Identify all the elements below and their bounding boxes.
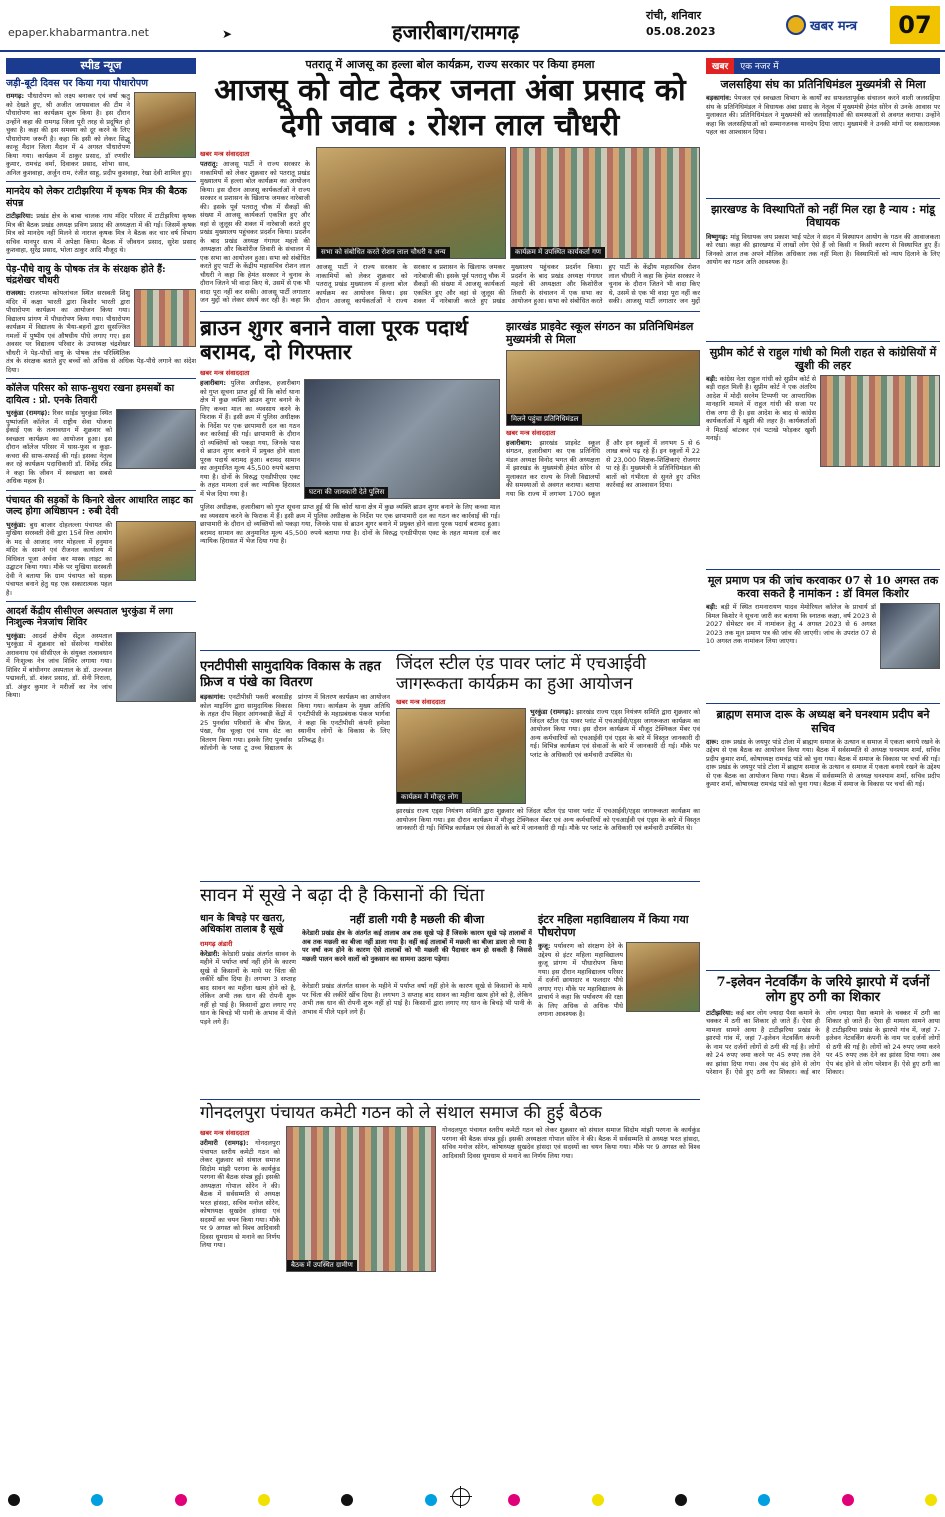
divider <box>6 490 196 491</box>
story-body <box>706 233 940 337</box>
left-story-4 <box>6 383 196 485</box>
story-row-3 <box>200 655 700 877</box>
story-dateline: केरेडारी: <box>200 949 220 958</box>
story-body-text: पुलिस अधीक्षक, हजारीबाग को गुप्त सूचना प्राप्त हुई थी कि कोर्रा थाना क्षेत्र में कुछ व्यक्ति ब्राउन शुगर बनाने के लिए कच्चा माल का व्यवसाय करने के फिराक में हैं। इसी क्रम में पुलिस अधीक्षक के निर्देश पर एक छापामारी दल का गठन कर कार्रवाई की गई। छापामारी के दौरान दो व्यक्तियों को पकड़ा गया, जिनके पास से ब्राउन शुगर बनाने में प्रयुक्त होने वाला पूरक पदार्थ बरामद हुआ। बरामद सामान का अनुमानित मूल्य 45,500 रुपये बताया गया है। दोनों के विरुद्ध एनडीपीएस एक्ट के तहत मामला दर्ज कर न्यायिक हिरासत में भेज दिया गया है। <box>200 503 500 546</box>
masthead <box>0 0 945 52</box>
lead-photo-1 <box>316 147 506 259</box>
story-row-4 <box>200 909 700 1095</box>
story-dateline: विष्णुगढ़: <box>706 232 729 241</box>
right-story-1 <box>706 78 940 194</box>
story-body-text: केरेडारी प्रखंड अंतर्गत सावन के महीने में पर्याप्त वर्षा नहीं होने के कारण सूखे से किसानों के माथे पर चिंता की लकीरें खींच दिया है। लगभग 3 सप्ताह बाद सावन का महीना खत्म होने को है, लेकिन अभी तक धान की रोपनी शुरू नहीं हो पाई है। किसानों द्वारा लगाए गए धान के बिचड़े भी पानी के अभाव में पीले पड़ने लगे हैं। <box>302 982 532 1016</box>
story-headline: पेड़-पौधे वायु के पोषक तंत्र के संरक्षक होते हैं: चंद्रशेखर चौधरी <box>6 263 166 287</box>
registration-dot-icon <box>592 1494 604 1506</box>
story-photo <box>286 1126 436 1272</box>
at-a-glance-bar <box>706 58 940 74</box>
story-dateline: उरीमारी (रामगढ़): <box>200 1139 249 1148</box>
story-photo <box>116 632 196 702</box>
story-headline: जिंदल स्टील एंड पावर प्लांट में एचआईवी जागरूकता कार्यक्रम का हुआ आयोजन <box>396 654 647 694</box>
story-dateline: भुरकुंडा (रामगढ़): <box>6 409 50 418</box>
registration-dot-icon <box>842 1494 854 1506</box>
story-body <box>706 738 940 966</box>
story-dateline: भुरकुंडा: <box>6 631 26 640</box>
story-body-text: पर्यावरण को संरक्षण देने के उद्देश्य से इंटर महिला महाविद्यालय कुजू प्रांगण में पौधारोपण किया गया। इस दौरान महाविद्यालय परिसर में दर्जनों छायादार व फलदार पौधे लगाए गए। मौके पर महाविद्यालय के प्राचार्य ने कहा कि पर्यावरण की रक्षा के लिए अधिक से अधिक पौधे लगाना आवश्यक है। <box>538 942 623 1019</box>
story-headline: कॉलेज परिसर को साफ-सुथरा रखना हमसबों का दायित्व : प्रो. एनके तिवारी <box>6 383 175 406</box>
brand-name: खबर मन्त्र <box>810 19 858 34</box>
story-body-text: दारू प्रखंड के जयपुर पांडे टोला में ब्राह्मण समाज के उत्थान व समाज में एकता बनाये रखने के उद्देश्य से एक बैठक का आयोजन किया गया। बैठक में सर्वसम्मति से अध्यक्ष घनश्याम शर्मा, सचिव प्रदीप कुमार शर्मा, कोषाध्यक्ष रामचंद्र पांडे को चुना गया। बैठक में समाज के विकास पर चर्चा की गई। <box>706 737 940 763</box>
story-headline: 7-इलेवन नेटवर्किंग के जरिये झारपो में दर्जनों लोग हुए ठगी का शिकार <box>716 974 930 1006</box>
story-body-cont <box>442 1126 700 1272</box>
story-body-text: राजरप्पा कोयलांचल स्थित सरस्वती शिशु मंदिर में कक्षा भारती द्वारा किशोर भारती द्वारा पौधारोपण कार्यक्रम का आयोजन किया गया। विद्यालय प्रांगण में पौधारोपण किया गया। पौधारोपण कार्यक्रम में विद्यालय के भैया-बहनों द्वारा सुसज्जित गमलों में पुष्पीय एवं औषधीय पौधे लगाए गए। इस अवसर पर विद्यालय परिवार के उपाध्यक्ष चंद्रशेखर चौधरी ने पेड़-पौधों वायु के पोषक तंत्र परिस्थितिक तंत्र के संरक्षक बताते हुए बच्चों को अधिक से अधिक पेड़-पौधे लगाने का संदेश दिया। <box>6 289 196 374</box>
lead-body <box>200 160 310 305</box>
story-byline: खबर मन्त्र संवाददाता <box>200 1129 250 1138</box>
registration-dot-icon <box>425 1494 437 1506</box>
story-byline: खबर मन्त्र संवाददाता <box>506 428 556 437</box>
story-body <box>538 942 623 1090</box>
fish-story <box>302 909 532 1095</box>
divider <box>706 569 940 570</box>
story-body-text: आदर्श क्षेत्रीय सेंट्रल अस्पताल भुरकुंडा में शुक्रवार को सेंसरेन्स गाबोरेस अरावनाध एवं सीसीएल के संयुक्त तत्वावधान में निःशुल्क नेत्र जांच शिविर लगाया गया। शिविर में बांधीनगर अस्पताल के डॉ. उज्ज्वल पद्मावती, डॉ. शंकर प्रसाद, डॉ. सेनी निराला, डॉ. अंकुर कुमार ने मरीजों का नेत्र जांच किया। <box>6 631 112 700</box>
cursor-icon: ➤ <box>222 27 233 41</box>
divider <box>706 341 940 342</box>
story-photo <box>134 289 196 347</box>
story-headline: पंचायत की सड़कों के किनारे खेलर आधारित लाइट का जल्द होगा अधिष्ठापन : रुबी देवी <box>6 494 193 518</box>
story-photo <box>506 350 700 426</box>
story-body-text: गोनदलपुरा पंचायत स्तरीय कमेटी गठन को लेकर शुक्रवार को संथाल समाज सिदोम मांझी परगना के कार्यकुंड परगना की बैठक संपन्न हुई। इसकी अध्यक्षता गोपाल सोरेन ने की। बैठक में सर्वसम्मति से अध्यक्ष भरत हांसदा, सचिव मनोज सोरेन, कोषाध्यक्ष सुखदेव हांसदा एवं सदस्यों का चयन किया गया। मौके पर 9 अगस्त को विश्व आदिवासी दिवस धूमधाम से मनाने का निर्णय लिया गया। <box>442 1126 700 1160</box>
registration-dot-icon <box>175 1494 187 1506</box>
registration-crosshair-icon <box>452 1488 470 1506</box>
registration-dot-icon <box>91 1494 103 1506</box>
story-headline: एनटीपीसी सामुदायिक विकास के तहत फ्रिज व पंखे का वितरण <box>200 659 381 690</box>
divider <box>200 650 700 651</box>
edition-title: हजारीबाग/रामगढ़ <box>392 20 520 44</box>
story-content <box>396 708 700 804</box>
story-body-text: मांडू विधायक जय प्रकाश भाई पटेल ने सदन में विस्थापन आयोग के गठन की आवाजकता को रखा। कहा की झारखण्ड में लाखों लोग ऐसे हैं जो किसी न किसी कारण से विस्थापित हुए हैं। जिनको आज तक अपने मौलिक अधिकार तक नहीं मिला है। विस्थापितों को न्याय दिलाने के लिए आयोग का गठन अति आवश्यक है। <box>706 232 940 267</box>
story-photo <box>134 92 196 158</box>
story-subheadline: धान के बिचड़े पर खतरा, अधिकांश तालाब है सूखे <box>200 912 286 936</box>
story-dateline: टाटीझरिया: <box>706 1008 734 1017</box>
registration-dots <box>0 1494 945 1506</box>
divider <box>200 881 700 882</box>
lead-byline: खबर मन्त्र संवाददाता <box>200 150 250 159</box>
story-body-text: कांग्रेस नेता राहुल गांधी को सुप्रीम कोर्ट से बड़ी राहत मिली है। सुप्रीम कोर्ट ने एक अंतरिम आदेश में मोदी सरनेम टिप्पणी पर आपराधिक मानहानि मामले में राहुल गांधी की सजा पर रोक लगा दी है। इस आदेश के बाद से कांग्रेस कार्यकर्ताओं में खुशी की लहर है। कार्यकर्ताओं ने मिठाई बांटकर एवं पटाखे फोड़कर खुशी मनाई। <box>706 374 816 443</box>
photo-caption: कार्यक्रम में मौजूद लोग <box>397 792 462 803</box>
story-body <box>200 379 300 499</box>
story-body-text: गोनदलपुरा पंचायत स्तरीय कमेटी गठन को लेकर शुक्रवार को संथाल समाज सिदोम मांझी परगना के कार्यकुंड परगना की बैठक संपन्न हुई। इसकी अध्यक्षता गोपाल सोरेन ने की। बैठक में सर्वसम्मति से अध्यक्ष भरत हांसदा, सचिव मनोज सोरेन, कोषाध्यक्ष सुखदेव हांसदा एवं सदस्यों का चयन किया गया। मौके पर 9 अगस्त को विश्व आदिवासी दिवस धूमधाम से मनाने का निर्णय लिया गया। <box>200 1139 280 1250</box>
story-body-text: झारखंड राज्य एड्स नियंत्रण समिति द्वारा शुक्रवार को जिंदल स्टील एंड पावर प्लांट में एचआईवी/एड्स जागरूकता कार्यक्रम का आयोजन किया गया। इस दौरान कार्यक्रम में मौजूद टेक्निकल मेंबर एवं अन्य कर्मचारियों को एचआईवी एवं एड्स के बारे में विस्तृत जानकारी दी गई। विभिन्न कार्यक्रम एवं सेवाओं के बारे में जानकारी दी गई। मौके पर प्लांट के अधिकारी एवं कर्मचारी उपस्थित थे। <box>396 807 700 833</box>
santhal-headline: गोनदलपुरा पंचायत कमेटी गठन को ले संथाल समाज की हुई बैठक <box>200 1102 602 1123</box>
issue-date: 05.08.2023 <box>646 25 716 38</box>
drought-story <box>200 909 296 1095</box>
story-body <box>302 982 532 1082</box>
story-body-text: दारू प्रखंड के जयपुर पांडे टोला में ब्राह्मण समाज के उत्थान व समाज में एकता बनाये रखने के उद्देश्य से एक बैठक का आयोजन किया गया। बैठक में सर्वसम्मति से अध्यक्ष घनश्याम शर्मा, सचिव प्रदीप कुमार शर्मा, कोषाध्यक्ष रामचंद्र पांडे को चुना गया। बैठक में समाज के विकास पर चर्चा की गई। <box>706 763 940 789</box>
story-dateline: टाटीझरिया: <box>6 212 34 221</box>
story-body-text: बड़ी में स्थित रामनारायण यादव मेमोरियल कॉलेज के प्राचार्य डॉ विमल किशोर ने सूचना जारी कर बताया कि स्नातक कक्षा, वर्ष 2023 से 2027 सेमेस्टर वन में नामांकन हेतु 4 अगस्त 2023 से 6 अगस्त 2023 तक मूल प्रमाण पत्र की जांच की जाएगी। जांच के उपरांत 07 से 10 अगस्त तक नामांकन लिया जाएगा। <box>706 603 876 646</box>
story-content <box>200 379 500 499</box>
story-dateline: कुजू: <box>538 942 551 951</box>
story-dateline: रामगढ़: <box>6 92 25 101</box>
story-headline: जलसहिया संघ का प्रतिनिधिमंडल मुख्यमंत्री से मिला <box>720 78 926 91</box>
story-headline: मानदेय को लेकर टाटीझरिया में कृषक मित्र की बैठक संपन्न <box>6 186 187 209</box>
left-story-1 <box>6 78 196 177</box>
registration-dot-icon <box>925 1494 937 1506</box>
story-body-text: एनटीपीसी पकरी बरवाडीह कोल माइनिंग द्वारा सामुदायिक विकास के तहत दीप विहार आंगनबाड़ी केंद्रों में 25 पुनर्वास परिवारों के बीच फ्रिज, पंखा, गैस चूल्हा एवं पाथ सेट का वितरण किया गया। इसके लिए पुनर्वास कॉलोनी के प्लस टू उच्च विद्यालय के प्रांगण में वितरण कार्यक्रम का आयोजन किया गया। कार्यक्रम के मुख्य अतिथि एनटीपीसी के महाप्रबंधक पंकज भार्गवा ने कहा कि एनटीपीसी कंपनी हमेशा स्थानीय लोगों के विकास के लिए प्रतिबद्ध है। <box>200 693 390 753</box>
lead-body-cont <box>316 263 700 307</box>
story-photo <box>304 379 500 499</box>
left-story-5 <box>6 495 196 597</box>
right-story-2 <box>706 203 940 336</box>
story-body <box>706 375 816 565</box>
story-photo <box>116 409 196 469</box>
place-day: रांची, शनिवार <box>646 9 702 22</box>
story-photo <box>880 603 940 669</box>
story-photo <box>116 521 196 581</box>
story-headline: ब्राउन शुगर बनाने वाला पूरक पदार्थ बरामद, दो गिरफ्तार <box>200 315 468 365</box>
photo-caption: मिलने पहुंचा प्रतिनिधिमंडल <box>507 414 582 425</box>
story-body-text: प्रखंड क्षेत्र के बाबा चालक नाथ मंदिर परिसर में टाटीझरिया कृषक मित्र की बैठक प्रखंड अध्यक्ष प्रविण प्रसाद की अध्यक्षता में की गई। जिसमें कृषक मित्र को मानदेय नहीं मिलने से नाराज कृषक मित्र ने बैठक कर चार वर्ष विभाग सचिव मानपुर सत्य में अपेक्षा किया। बैठक में जीवधन प्रसाद, सुरेश प्रसाद कुशवाहा, सुरेंद्र प्रसाद, भोला ठाकुर आदि मौजूद थे। <box>6 212 196 255</box>
site-url[interactable]: epaper.khabarmantra.net <box>8 26 149 39</box>
story-body-text: पुलिस अधीक्षक, हजारीबाग को गुप्त सूचना प्राप्त हुई थी कि कोर्रा थाना क्षेत्र में कुछ व्यक्ति ब्राउन शुगर बनाने के लिए कच्चा माल का व्यवसाय करने के फिराक में हैं। इसी क्रम में पुलिस अधीक्षक के निर्देश पर एक छापामारी दल का गठन कर कार्रवाई की गई। छापामारी के दौरान दो व्यक्तियों को पकड़ा गया, जिनके पास से ब्राउन शुगर बनाने में प्रयुक्त होने वाला पूरक पदार्थ बरामद हुआ। बरामद सामान का अनुमानित मूल्य 45,500 रुपये बताया गया है। दोनों के विरुद्ध एनडीपीएस एक्ट के तहत मामला दर्ज कर न्यायिक हिरासत में भेज दिया गया है। <box>200 379 300 498</box>
story-dateline: दारू: <box>706 737 719 746</box>
divider <box>706 970 940 971</box>
print-registration-bar <box>0 1488 945 1517</box>
lead-body-text: आजसू पार्टी ने राज्य सरकार के नाकामियों को लेकर शुक्रवार को पतरातू प्रखंड मुख्यालय में हल्ला बोल कार्यक्रम का आयोजन किया। इस दौरान आजसू कार्यकर्ताओं ने राज्य सरकार व प्रशासन के खिलाफ जमकर नारेबाजी की। इसके पूर्व पतरातू चौक में सैकड़ों की संख्या में आजसू कार्यकर्ता एकत्रित हुए और वहां से जुलूस की शक्ल में नारेबाजी करते हुए प्रखंड मुख्यालय पहुंचकर प्रदर्शन किया। प्रदर्शन के बाद प्रखंड अध्यक्ष गंगाधर महतो की अध्यक्षता और किशोरीज तिवारी के संचालन में एक सभा का आयोजन हुआ। सभा को संबोधित करते हुए पार्टी के केंद्रीय महासचिव रोशन लाल चौधरी ने कहा कि हेमंत सरकार ने चुनाव के दौरान जितने भी वादा किए थे, उसमें से एक भी वादा पूरा नहीं कर सकी। आजसू पार्टी लगातार जन मुद्दों <box>316 263 700 306</box>
right-story-6 <box>706 975 940 1309</box>
left-story-6 <box>6 606 196 700</box>
story-dateline: भुरकुंडा: <box>6 520 26 529</box>
story-body <box>506 439 700 639</box>
school-org-story <box>506 316 700 646</box>
divider <box>6 601 196 602</box>
left-column <box>6 58 196 1484</box>
story-photo <box>626 942 700 1012</box>
story-dateline: हजारीबाग: <box>200 379 226 388</box>
right-story-5 <box>706 708 940 965</box>
lead-kicker: पतरातू में आजसू का हल्ला बोल कार्यक्रम, राज्य सरकार पर किया हमला <box>305 58 595 71</box>
story-body-text: केरेडारी प्रखंड अंतर्गत सावन के महीने में पर्याप्त वर्षा नहीं होने के कारण सूखे से किसानों के माथे पर चिंता की लकीरें खींच दिया है। लगभग 3 सप्ताह बाद सावन का महीना खत्म होने को है, लेकिन अभी तक धान की रोपनी शुरू नहीं हो पाई है। किसानों द्वारा लगाए गए धान के बिचड़े भी पानी के अभाव में पीले पड़ने लगे हैं। <box>200 949 296 1026</box>
divider <box>6 181 196 182</box>
lead-dateline: पतरातू: <box>200 160 219 169</box>
registration-dot-icon <box>341 1494 353 1506</box>
story-byline: खबर मन्त्र संवाददाता <box>396 698 446 707</box>
kicker-title: एक नजर में <box>734 58 940 74</box>
left-story-2 <box>6 186 196 254</box>
registration-dot-icon <box>758 1494 770 1506</box>
lead-body-text: आजसू पार्टी ने राज्य सरकार के नाकामियों को लेकर शुक्रवार को पतरातू प्रखंड मुख्यालय में हल्ला बोल कार्यक्रम का आयोजन किया। इस दौरान आजसू कार्यकर्ताओं ने राज्य सरकार व प्रशासन के खिलाफ जमकर नारेबाजी की। इसके पूर्व पतरातू चौक में सैकड़ों की संख्या में आजसू कार्यकर्ता एकत्रित हुए और वहां से जुलूस की शक्ल में नारेबाजी करते हुए प्रखंड मुख्यालय पहुंचकर प्रदर्शन किया। प्रदर्शन के बाद प्रखंड अध्यक्ष गंगाधर महतो की अध्यक्षता और किशोरीज तिवारी के संचालन में एक सभा का आयोजन हुआ। सभा को संबोधित करते हुए पार्टी के केंद्रीय महासचिव रोशन लाल चौधरी ने कहा कि हेमंत सरकार ने चुनाव के दौरान जितने भी वादा किए थे, उसमें से एक भी वादा पूरा नहीं कर सकी। आजसू पार्टी लगातार जन मुद्दों को लेकर संघर्ष कर रही है। कहा कि <box>200 160 310 305</box>
registration-dot-icon <box>258 1494 270 1506</box>
lead-photos <box>316 147 700 307</box>
story-byline: रामगढ़ अंडारी <box>200 939 233 948</box>
story-body <box>200 693 390 869</box>
story-row-2 <box>200 316 700 646</box>
brown-sugar-story <box>200 316 500 646</box>
story-headline: जड़ी-बूटी दिवस पर किया गया पौधारोपण <box>6 78 149 89</box>
story-headline: ब्राह्मण समाज दारू के अध्यक्ष बने घनश्याम प्रदीप बने सचिव <box>716 708 930 735</box>
story-body <box>706 94 940 194</box>
registration-dot-icon <box>8 1494 20 1506</box>
divider <box>200 311 700 312</box>
brand-mark-icon <box>786 15 806 35</box>
santhal-text <box>200 1126 280 1276</box>
story-headline: इंटर महिला महाविद्यालय में किया गया पौधरोपण <box>538 912 689 940</box>
page-number: 07 <box>890 6 940 44</box>
story-body <box>530 708 700 804</box>
story-body <box>6 212 196 255</box>
photo-caption: घटना की जानकारी देते पुलिस <box>305 487 388 498</box>
story-lead: केरेडारी प्रखंड क्षेत्र के अंतर्गत कई तालाब अब तक सूखे पड़े हैं जिसके कारण सूखे पड़े तालाबों में अब तक मछली का बीजा नहीं डाला गया है। वहीं कई तालाबों में मछली का बीजा डाला तो गया है पर वर्षा कम होने के कारण ऐसे तालाबों को भी मछली की पैदावार कम हो सकती है जिससे मछली पालन करने वालों को नुकसान का सामना उठाना पड़ेगा। <box>302 929 532 963</box>
divider <box>6 378 196 379</box>
right-column <box>706 58 940 1484</box>
kicker-label: खबर <box>706 58 734 74</box>
college-plantation-story <box>538 909 700 1095</box>
story-headline: सुप्रीम कोर्ट से राहुल गांधी को मिली राहत से कांग्रेसियों में खुशी की लहर <box>709 345 937 372</box>
story-body-text: कई बार लोग ज्यादा पैसा कमाने के चक्कर में ठगी का शिकार हो जाते हैं। ऐसा ही मामला सामने आया है टाटीझरिया प्रखंड के झारपो गांव में, जहां 7-इलेवन नेटवर्किंग कंपनी के नाम पर दर्जनों लोगों से ठगी की गई है। लोगों को 24 रुपए जमा करने पर 45 रुपए तक देने का झांसा दिया गया। अब ऐप बंद होने से लोग परेशान हैं। ऐसे हुए ठगी का शिकार। <box>706 1008 820 1077</box>
lead-headline: आजसू को वोट देकर जनता अंबा प्रसाद को देगी जवाब : रोशन लाल चौधरी <box>214 73 686 143</box>
story-photo <box>820 375 940 467</box>
story-headline: झारखण्ड के विस्थापितों को नहीं मिल रहा है न्याय : मांडू विधायक <box>711 203 935 230</box>
story-dateline: हजारीबाग: <box>506 438 532 447</box>
story-body <box>706 603 876 699</box>
right-story-4 <box>706 574 940 699</box>
story-body <box>200 1139 280 1269</box>
ntpc-story <box>200 655 390 877</box>
registration-dot-icon <box>508 1494 520 1506</box>
story-body <box>200 950 296 1078</box>
left-story-3 <box>6 264 196 375</box>
lead-photo-2 <box>510 147 700 259</box>
photo-caption: कार्यक्रम में उपस्थित कार्यकर्ता गण <box>511 247 605 258</box>
lead-text <box>200 147 310 307</box>
divider <box>706 198 940 199</box>
photo-caption: बैठक में उपस्थित ग्रामीण <box>287 1260 357 1271</box>
story-body-text: कई बार लोग ज्यादा पैसा कमाने के चक्कर में ठगी का शिकार हो जाते हैं। ऐसा ही मामला सामने आया है टाटीझरिया प्रखंड के झारपो गांव में, जहां 7-इलेवन नेटवर्किंग कंपनी के नाम पर दर्जनों लोगों से ठगी की गई है। लोगों को 24 रुपए जमा करने पर 45 रुपए तक देने का झांसा दिया गया। अब ऐप बंद होने से लोग परेशान हैं। ऐसे हुए ठगी का शिकार। <box>800 1008 940 1077</box>
story-body-text: पेयजल एवं स्वच्छता विभाग के कार्यों का सफलतापूर्वक संचालन करने वाली जलसहिया संघ के प्रतिनिधिमंडल ने विधायक अंबा प्रसाद के नेतृत्व में मुख्यमंत्री हेमंत सोरेन से उनके आवास पर मुलाकात की। प्रतिनिधिमंडल ने मुख्यमंत्री को जलसहियाओं की समस्याओं से अवगत कराया। उन्होंने कहा कि जलसहियाओं को सम्मानजनक मानदेय दिया जाए। मुख्यमंत्री ने उनकी मांगों पर सकारात्मक पहल का आश्वासन दिया। <box>706 94 940 137</box>
story-body-cont <box>396 807 700 867</box>
story-byline: खबर मन्त्र संवाददाता <box>200 369 250 378</box>
story-body-text: झारखंड राज्य एड्स नियंत्रण समिति द्वारा शुक्रवार को जिंदल स्टील एंड पावर प्लांट में एचआईवी/एड्स जागरूकता कार्यक्रम का आयोजन किया गया। इस दौरान कार्यक्रम में मौजूद टेक्निकल मेंबर एवं अन्य कर्मचारियों को एचआईवी एवं एड्स के बारे में विस्तृत जानकारी दी गई। विभिन्न कार्यक्रम एवं सेवाओं के बारे में जानकारी दी गई। मौके पर प्लांट के अधिकारी एवं कर्मचारी उपस्थित थे। <box>530 708 700 759</box>
story-body-text: पौधारोपण को लक्ष्य बनाकर एवं वर्षा ऋतु को देखते हुए, श्री अजीत जायसवाल की टीम ने पौधारोपण का कार्यक्रम शुरू किया है। इस दौरान उन्होंने कहा की रामगढ़ जिला पूरी तरह से प्रदूषित हो चुका है। कहा की इस समस्या को दूर करने के लिए पौधारोपण जरूरी है। कहा कि इसी को लेकर सिद्धू कान्हू मैदान जिला मैदान में 4 अगस्त पौधारोपण किया गया। कार्यक्रम में ठाकुर प्रसाद, डॉ रणधीर कुमार, रामचंद्र वर्मा, दिवाकर प्रसाद, शोभा साव, अनिल कुशवाहा, अर्जुन राम, रंजीत साहू, प्रदीप कुशवाहा, रेखा देवी शामिल हुए। <box>6 92 192 177</box>
story-body-cont <box>200 503 500 633</box>
drought-headline: सावन में सूखे ने बढ़ा दी है किसानों की चिंता <box>200 885 485 907</box>
story-dateline: बड़कागांव: <box>706 94 732 103</box>
photo-caption: सभा को संबोधित करते रोशन लाल चौधरी व अन्य <box>317 247 450 258</box>
story-dateline: बड़कागांव: <box>200 693 226 702</box>
speed-news-banner: स्पीड न्यूज <box>6 58 196 74</box>
story-row-5 <box>200 1126 700 1276</box>
story-dateline: बड़ी: <box>706 374 718 383</box>
story-headline: नहीं डाली गयी है मछली की बीजा <box>349 912 485 926</box>
divider <box>200 1099 700 1100</box>
story-headline: आदर्श केंद्रीय सीसीएल अस्पताल भुरकुंडा में लगा निःशुल्क नेत्रजांच शिविर <box>6 606 173 629</box>
brand-logo <box>786 10 857 40</box>
story-dateline: भुरकुंडा (रामगढ़): <box>530 708 574 717</box>
story-headline: मूल प्रमाण पत्र की जांच करवाकर 07 से 10 अगस्त तक करवा सकते है नामांकन : डॉ विमल किशोर <box>707 573 939 601</box>
jindal-story <box>396 655 700 877</box>
story-body-text: रिवर साईड भुरकुंडा स्थित पुष्पांजलि कॉलेज में राष्ट्रीय सेवा योजना ईकाई एक के तत्वावधान में शुक्रवार को स्वच्छता कार्यक्रम का आयोजन हुआ। इस दौरान कॉलेज परिसर में घास-फूस व कूड़ा-कचरा की साफ-सफाई की गई। इसका नेतृत्व कर रहे कार्यक्रम पदाधिकारी डॉ. शिवेंद्र रविंद्र ने कहा कि जीवन में स्वच्छता का सबसे अधिक महत्व है। <box>6 409 112 486</box>
lead-story <box>200 147 700 307</box>
story-dateline: बड़ी: <box>706 603 718 612</box>
divider <box>706 703 940 704</box>
story-body-text: बुध बाजार दोहलल्ला पंचायत की मुखिया सरस्वती देवी द्वारा 15वें वित्त आयोग के मद से आजाद नगर मोहल्ला में हनुमान मंदिर के सामने एवं रीजनल कार्यालय में विधिवत पूजा अर्चना कर मास्क लाइट का उद्घाटन किया गया। मौके पर मुखिया सरस्वती देवी ने बताया कि ग्राम पंचायत को सड़क पंचायत बनाने हेतु यह एक सकारात्मक पहल है। <box>6 520 112 597</box>
story-photo <box>396 708 526 804</box>
main-column <box>200 58 700 1484</box>
story-body-text: झारखंड प्राइवेट स्कूल संगठन, हजारीबाग का एक प्रतिनिधि मंडल अध्यक्ष विनोद भगत की अध्यक्षता में झारखंड के मुख्यमंत्री हेमंत सोरेन से मुलाकात कर राज्य के निजी विद्यालयों की समस्याओं से अवगत कराया। बताया गया कि राज्य में लगभग 1700 स्कूल हैं और इन स्कूलों में लगभग 5 से 6 लाख बच्चे पढ़ रहे हैं। इन स्कूलों में 22 से 23,000 शिक्षक-शिक्षिकाएं रोजगार पा रहे हैं। मुख्यमंत्री ने प्रतिनिधिमंडल की बातों को गंभीरता से सुनते हुए उचित कार्रवाई का आश्वासन दिया। <box>506 438 700 498</box>
lead-photo-row <box>316 147 700 259</box>
divider <box>6 259 196 260</box>
registration-dot-icon <box>675 1494 687 1506</box>
story-headline: झारखंड प्राइवेट स्कूल संगठन का प्रतिनिधिमंडल मुख्यमंत्री से मिला <box>506 320 694 347</box>
right-story-3 <box>706 346 940 565</box>
date-place <box>646 8 716 40</box>
story-body <box>706 1009 940 1309</box>
story-dateline: राजस्था: <box>6 289 26 298</box>
